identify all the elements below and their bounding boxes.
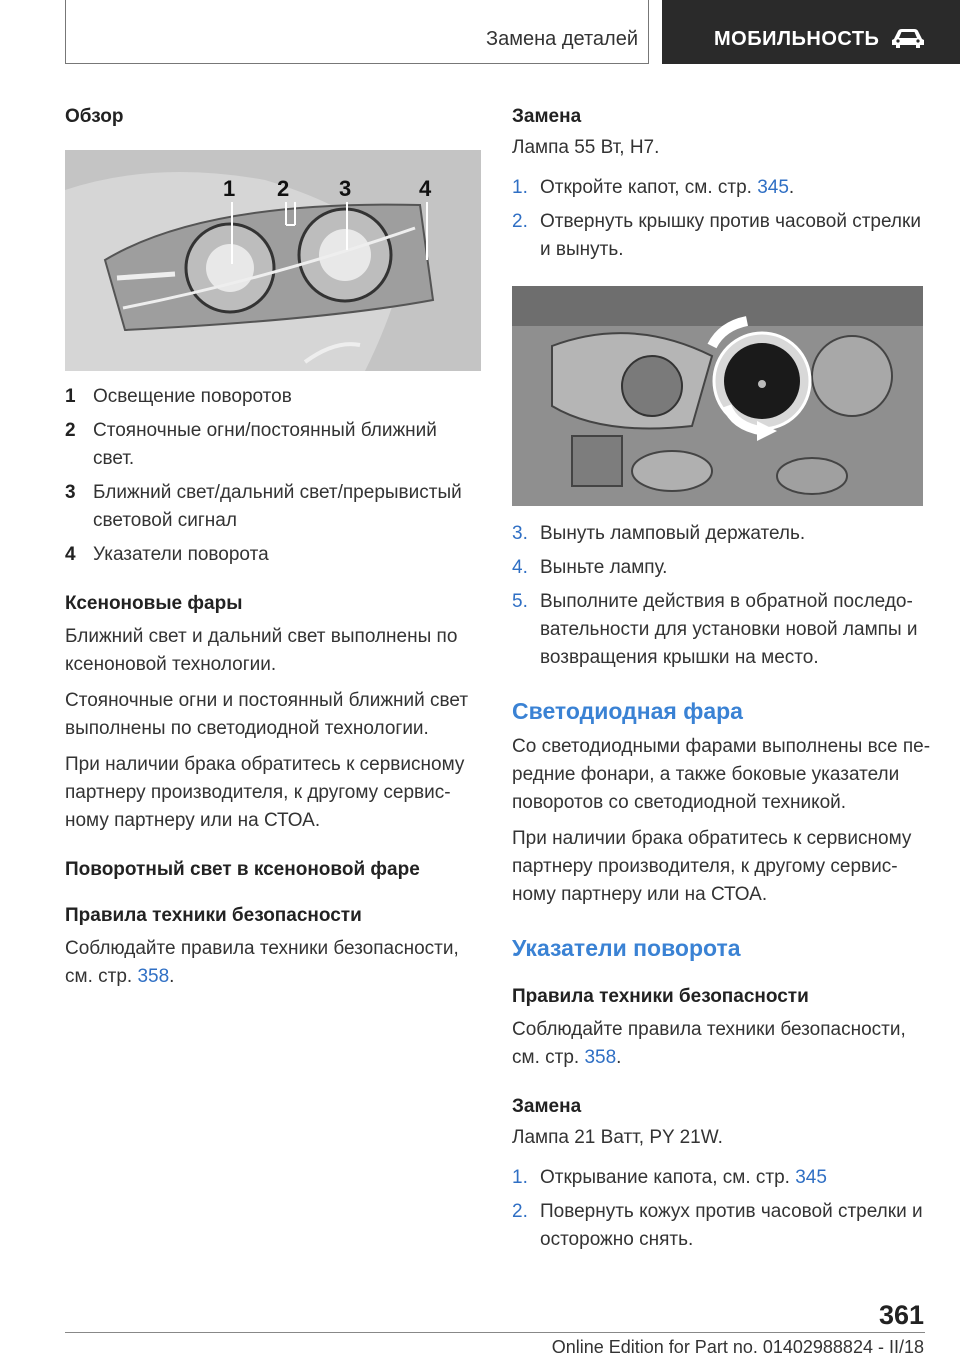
footer-rule [65,1332,925,1333]
step-item: 4. Выньте лампу. [512,557,668,578]
turn-signals-heading: Указатели поворота [512,935,741,961]
xenon-paragraph-1: Ближний свет и дальний свет выполнены по ксеноновой технологии. [65,626,458,675]
step-item: 1. Открывание капота, см. стр. 345 [512,1167,827,1188]
xenon-heading: Ксеноновые фары [65,593,243,614]
overview-heading: Обзор [65,106,124,127]
safety-heading-right: Правила техники безопасности [512,986,809,1007]
led-paragraph-2: При наличии брака обратитесь к сервисному партнеру производителя, к другому сервис-ному партнеру или на СТОА. [512,828,912,905]
lamp-spec: Лампа 55 Вт, H7. [512,137,660,158]
car-icon [890,27,926,49]
steps-list-a [512,174,932,264]
steps-list-b [512,520,932,672]
replace2-heading: Замена [512,1096,582,1117]
turn-xenon-heading: Поворотный свет в ксеноновой фаре [65,859,420,880]
step-item: 1. Откройте капот, см. стр. 345. [512,177,795,198]
led-paragraph-1: Со светодиодными фарами выполнены все пе-редние фонари, а также боковые указатели поворотов со светодиодной техникой. [512,736,931,813]
right-column [512,100,932,1254]
step-item: 5. Выполните действия в обратной последо-вательности для установки новой лампы и возвращения крышки на место. [512,591,918,668]
legend-item: 1 Освещение поворотов [65,386,292,407]
header-section-title: Замена деталей [486,28,638,50]
xenon-paragraph-3: При наличии брака обратитесь к сервисному партнеру производителя, к другому сервис-ному партнеру или на СТОА. [65,754,465,831]
figure1-legend [65,383,483,569]
figure1-label-1: 1 [223,176,236,201]
step-item: 3. Вынуть ламповый держатель. [512,523,806,544]
page-link-345[interactable]: 345 [795,1167,827,1188]
header-chapter-box [662,0,960,64]
lamp2-spec: Лампа 21 Ватт, PY 21W. [512,1127,723,1148]
step-item: 2. Повернуть кожух против часовой стрелки и осторожно снять. [512,1201,923,1250]
led-heading: Светодиодная фара [512,698,743,724]
legend-item: 3 Ближний свет/дальний свет/прерывистый световой сигнал [65,482,462,531]
left-column [65,100,483,991]
step-item: 2. Отвернуть крышку против часовой стрелки и вынуть. [512,211,921,260]
figure1-label-3: 3 [339,176,352,201]
safety-heading-left: Правила техники безопасности [65,905,362,926]
header-section-box [65,0,649,64]
header-chapter-title: МОБИЛЬНОСТЬ [714,28,880,50]
page-number: 361 [878,1300,924,1330]
engine-bay-figure [512,286,923,506]
safety-paragraph-left: Соблюдайте правила техники безопасности, см. стр. 358. [65,938,459,987]
safety-paragraph-right: Соблюдайте правила техники безопасности, см. стр. 358. [512,1019,906,1068]
replace-heading: Замена [512,106,582,127]
page-link-345[interactable]: 345 [757,177,789,198]
legend-item: 4 Указатели поворота [65,544,269,565]
figure1-label-2: 2 [277,176,290,201]
steps-list-c [512,1164,932,1254]
figure1-label-4: 4 [419,176,432,201]
xenon-paragraph-2: Стояночные огни и постоянный ближний свет выполнены по светодиодной технологии. [65,690,469,739]
legend-item: 2 Стояночные огни/постоянный ближний свет. [65,420,437,469]
page-link-358[interactable]: 358 [137,966,170,987]
headlight-overview-figure [65,150,481,371]
page-link-358[interactable]: 358 [584,1047,617,1068]
footer-edition: Online Edition for Part no. 01402988824 - II/18 [551,1337,924,1357]
